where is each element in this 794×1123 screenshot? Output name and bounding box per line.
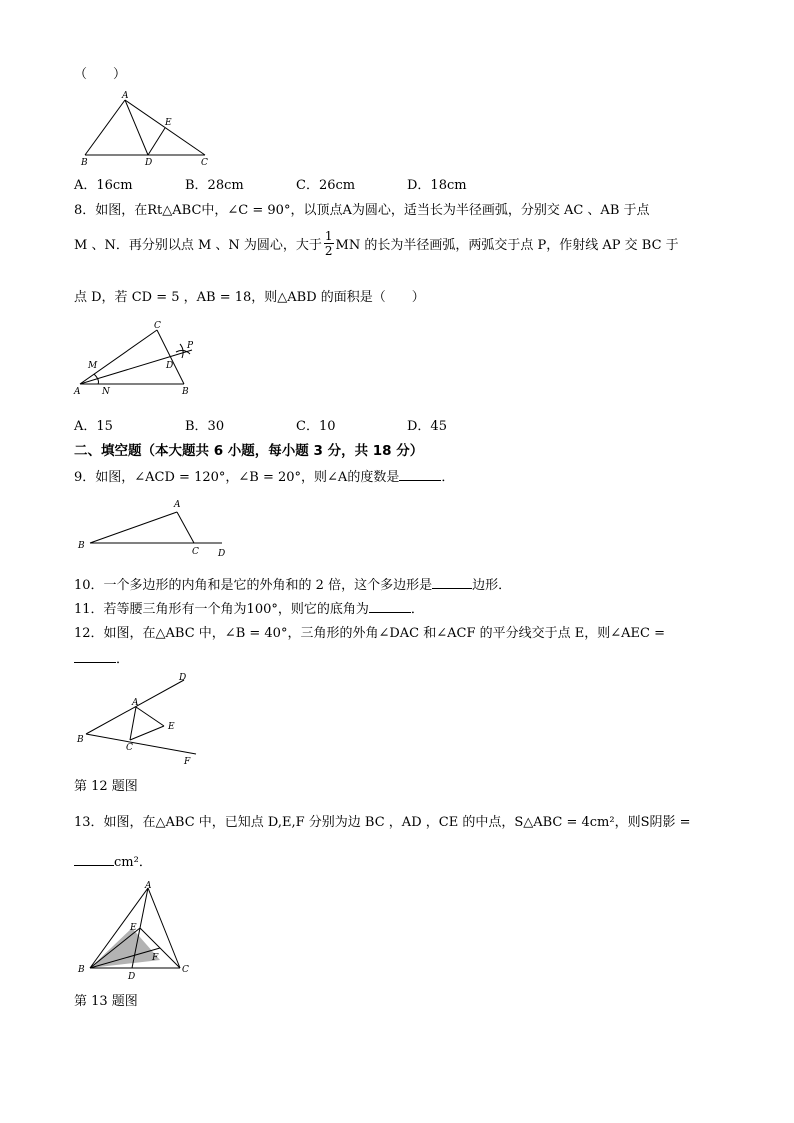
q7-answer-paren: （ ） (74, 67, 127, 82)
q8-figure (72, 318, 212, 400)
q7-seg-de (148, 128, 165, 155)
q12-caption: 第 12 题图 (74, 779, 138, 794)
q7-label-c: C (201, 158, 208, 168)
q11-answer-blank[interactable] (369, 600, 411, 613)
q12-seg-ac (130, 707, 136, 740)
q13-figure (72, 878, 202, 984)
q9-figure (72, 490, 242, 562)
q8-label-b: B (182, 387, 189, 397)
q8-seg-ac (80, 330, 157, 384)
q12-label-a: A (132, 698, 139, 708)
q10-text (74, 574, 511, 593)
q12-label-b: B (77, 735, 84, 745)
q13-label-c: C (182, 965, 189, 975)
q7-option-d[interactable]: D．18cm (407, 178, 467, 193)
q13-label-d: D (128, 972, 136, 982)
q12-seg-ce (130, 726, 164, 740)
q7-seg-ba (85, 100, 125, 155)
q12-label-c: C (126, 743, 133, 753)
q8-option-a[interactable]: A．15 (74, 419, 113, 434)
q8-label-m: M (88, 361, 98, 371)
q8-frac-num: 1 (324, 229, 333, 243)
q10-answer-blank[interactable] (432, 576, 472, 589)
q9-label-a: A (174, 500, 181, 510)
q9-label-b: B (78, 541, 85, 551)
q9-end: ． (441, 470, 455, 485)
q13-label-f: F (152, 953, 159, 963)
q8-frac-den: 2 (324, 244, 333, 258)
q8-option-c[interactable]: C．10 (296, 419, 336, 434)
q12-figure (72, 668, 212, 770)
q7-label-b: B (81, 158, 88, 168)
q8-label-n: N (102, 387, 110, 397)
q8-fraction (324, 230, 334, 257)
q10-question: 10．一个多边形的内角和是它的外角和的 2 倍，这个多边形是 (74, 578, 433, 593)
q12-label-e: E (168, 722, 175, 732)
q9-question: 9．如图，∠ACD = 120°，∠B = 20°，则∠A的度数是 (74, 470, 400, 485)
q11-text (74, 598, 424, 617)
q12-seg-ae (136, 707, 164, 726)
q13-text: 13．如图，在△ABC 中，已知点 D,E,F 分别为边 BC ，AD ，CE 的中点，S△ABC = 4cm²，则S阴影 = (74, 815, 691, 830)
q9-text (74, 466, 454, 485)
q9-seg-ac (177, 512, 194, 543)
q8-label-d: D (166, 361, 174, 371)
q11-question: 11．若等腰三角形有一个角为100°，则它的底角为 (74, 602, 369, 617)
q9-answer-blank[interactable] (399, 468, 441, 481)
q11-end: ． (410, 602, 424, 617)
q8-line-1: 8．如图，在Rt△ABC中，∠C = 90°，以顶点A为圆心，适当长为半径画弧，分别交 AC 、AB 于点 (74, 203, 650, 218)
q9-label-c: C (192, 547, 199, 557)
q8-line-2 (74, 230, 679, 257)
q9-label-d: D (218, 549, 226, 559)
q12-end: ． (116, 652, 130, 667)
q7-label-e: E (165, 118, 172, 128)
q7-figure (72, 88, 222, 170)
q13-answer-blank[interactable] (74, 853, 114, 866)
q12-answer-blank[interactable] (74, 650, 116, 663)
q12-text: 12．如图，在△ABC 中，∠B = 40°，三角形的外角∠DAC 和∠ACF 的平分线交于点 E，则∠AEC = (74, 626, 665, 641)
q8-line-2a: M 、N．再分别以点 M 、N 为圆心，大于 (74, 238, 322, 253)
q12-label-f: F (184, 757, 191, 767)
section-heading-fill-in: 二、填空题（本大题共 6 小题，每小题 3 分，共 18 分） (74, 443, 424, 459)
q13-label-a: A (145, 881, 152, 891)
q7-option-c[interactable]: C．26cm (296, 178, 356, 193)
q7-label-a: A (122, 91, 129, 101)
q13-answer-line (74, 851, 152, 870)
q8-line-2b: MN 的长为半径画弧，两弧交于点 P，作射线 AP 交 BC 于 (335, 238, 679, 253)
q8-option-b[interactable]: B．30 (185, 419, 225, 434)
q8-line-3: 点 D，若 CD = 5 ，AB = 18，则△ABD 的面积是（ ） (74, 290, 425, 305)
q13-caption: 第 13 题图 (74, 994, 138, 1009)
q10-end: 边形． (472, 578, 512, 593)
q8-label-c: C (154, 321, 161, 331)
q8-label-a: A (74, 387, 81, 397)
q12-label-d: D (179, 673, 187, 683)
q13-label-e: E (130, 923, 137, 933)
q7-label-d: D (145, 158, 153, 168)
q8-label-p: P (187, 341, 194, 351)
q7-option-b[interactable]: B．28cm (185, 178, 244, 193)
q12-ray-bf (86, 734, 196, 754)
q7-option-a[interactable]: A．16cm (74, 178, 133, 193)
q12-answer-line (74, 648, 129, 667)
q13-unit: cm²． (114, 855, 152, 870)
q9-seg-ba (90, 512, 177, 543)
q13-shaded-region (90, 928, 160, 968)
q13-label-b: B (78, 965, 85, 975)
q8-option-d[interactable]: D．45 (407, 419, 447, 434)
